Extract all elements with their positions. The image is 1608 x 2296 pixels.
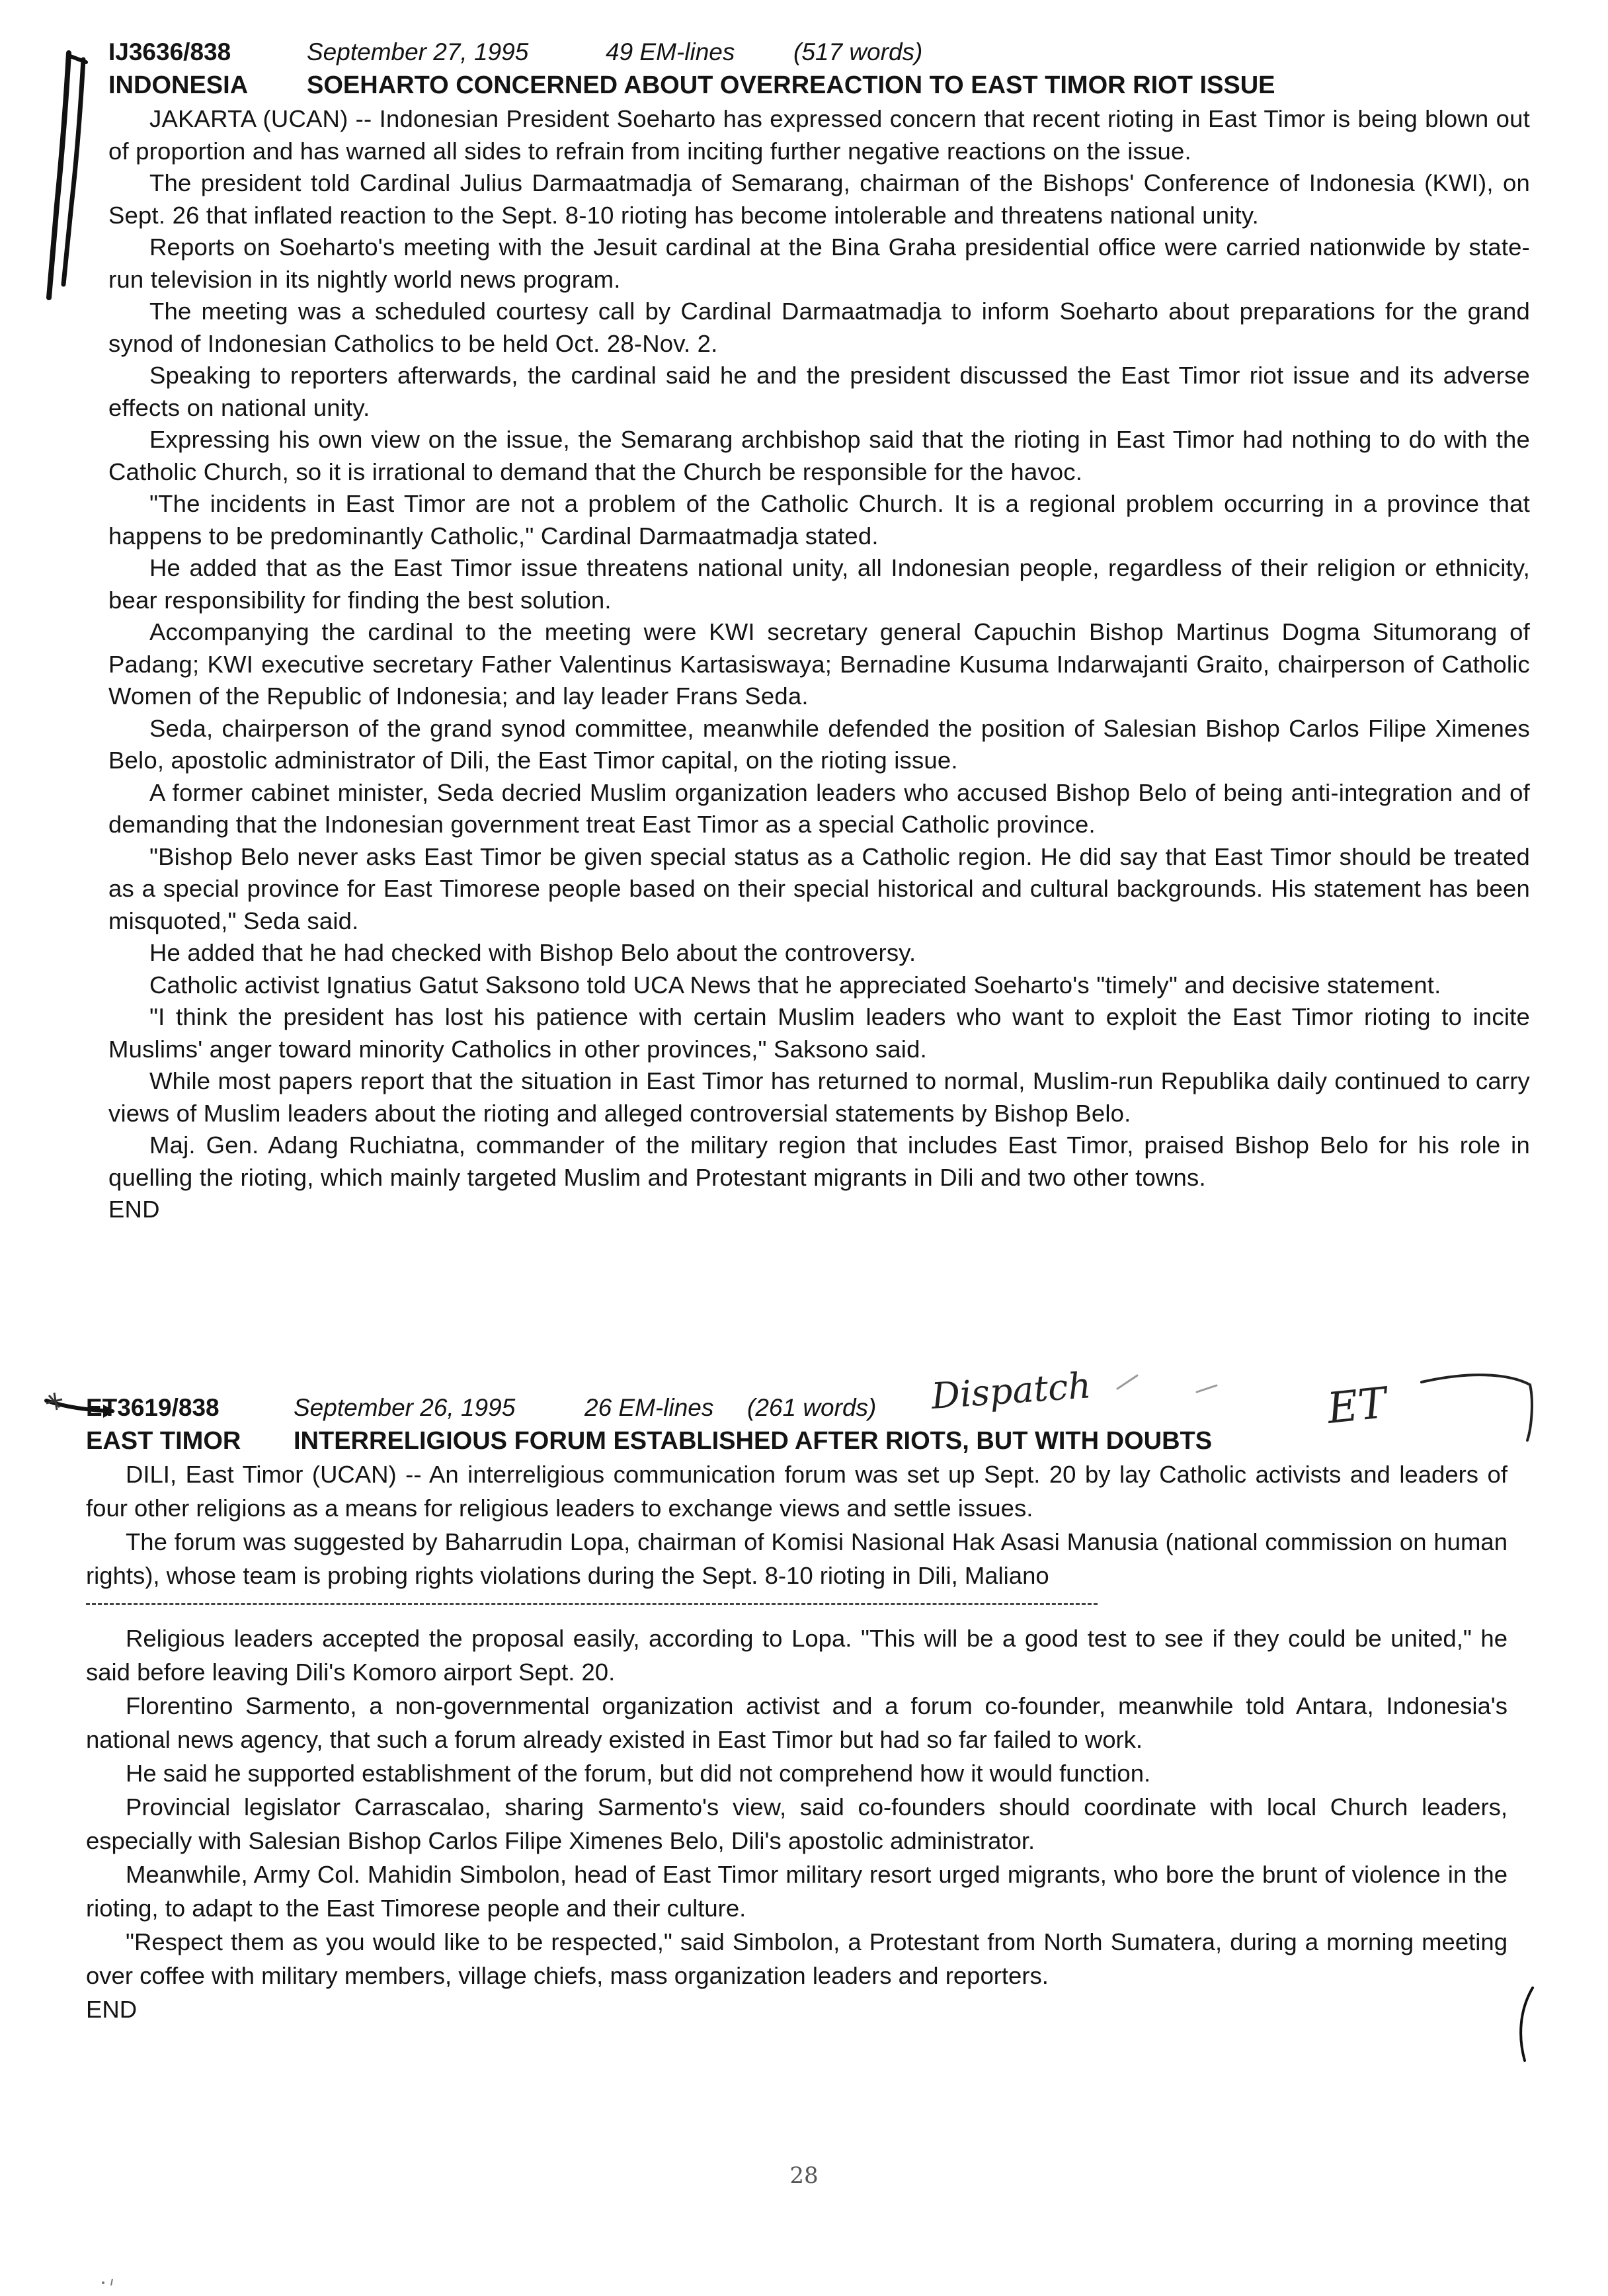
handwritten-paren-mark (1513, 1984, 1539, 2063)
story-end-marker: END (86, 1996, 138, 2023)
story-em-lines: 26 EM-lines (584, 1394, 714, 1421)
paragraph: Seda, chairperson of the grand synod committee, meanwhile defended the position of Salesian Bishop Carlos Filipe Ximenes Belo, apostolic administrator of Dili, the East Timor capital, on the rioting issue. (108, 714, 1530, 774)
story-region: EAST TIMOR (86, 1427, 241, 1455)
story-body (108, 103, 1530, 1226)
story-word-count: (261 words) (747, 1394, 877, 1421)
story-headline-row (108, 69, 1530, 102)
handwritten-dispatch-text: Dispatch (930, 1364, 1093, 1417)
paragraph: He said he supported establishment of the forum, but did not comprehend how it would function. (126, 1760, 1151, 1787)
paragraph: "Bishop Belo never asks East Timor be given special status as a Catholic region. He did say that East Timor should be treated as a special province for East Timorese people based on their special historical and cultural backgrounds. His statement has been misquoted," Seda said. (108, 842, 1530, 934)
paragraph: Maj. Gen. Adang Ruchiatna, commander of the military region that includes East Timor, praised Bishop Belo for his role in quelling the rioting, which mainly targeted Muslim and Protestant migrants in Dili and two other towns. (108, 1131, 1530, 1191)
story-region: INDONESIA (108, 71, 249, 99)
paragraph: Accompanying the cardinal to the meeting were KWI secretary general Capuchin Bishop Martinus Dogma Situmorang of Padang; KWI executive secretary Father Valentinus Kartasiswaya; Bernadine Kusuma Indarwajanti Graito, chairperson of Catholic Women of the Republic of Indonesia; and lay leader Frans Seda. (108, 618, 1530, 710)
paragraph: Expressing his own view on the issue, the Semarang archbishop said that the rioting in East Timor had nothing to do with the Catholic Church, so it is irrational to demand that the Church be responsible for the havoc. (108, 426, 1530, 485)
paragraph: "I think the president has lost his patience with certain Muslim leaders who want to exploit the East Timor rioting to incite Muslims' anger toward minority Catholics in other provinces," Saksono said. (108, 1003, 1530, 1063)
paragraph: Meanwhile, Army Col. Mahidin Simbolon, head of East Timor military resort urged migrants, who bore the brunt of violence in the rioting, to adapt to the East Timorese people and their culture. (86, 1861, 1508, 1922)
story-body-after-cut (86, 1621, 1508, 2026)
handwritten-margin-mark (42, 46, 108, 304)
paragraph: Florentino Sarmento, a non-governmental organization activist and a forum co-founder, meanwhile told Antara, Indonesia's national news agency, that such a forum already existed in East Timor but had so far failed to work. (86, 1692, 1508, 1753)
story-slug: ET3619/838 (86, 1394, 220, 1421)
story-headline-row (86, 1424, 1508, 1457)
scan-speck (99, 2275, 119, 2288)
story-meta (86, 1391, 1508, 1424)
paragraph: Speaking to reporters afterwards, the cardinal said he and the president discussed the East Timor riot issue and its adverse effects on national unity. (108, 362, 1530, 421)
story-end-marker: END (108, 1196, 160, 1223)
paste-up-cut-line (86, 1603, 1098, 1605)
story-word-count: (517 words) (793, 38, 923, 65)
paragraph: The meeting was a scheduled courtesy call by Cardinal Darmaatmadja to inform Soeharto about preparations for the grand synod of Indonesian Catholics to be held Oct. 28-Nov. 2. (108, 298, 1530, 357)
story-soeharto (108, 36, 1530, 1226)
story-body-before-cut (86, 1457, 1508, 1592)
paragraph: He added that he had checked with Bishop Belo about the controversy. (149, 939, 916, 966)
story-slug: IJ3636/838 (108, 38, 231, 65)
paragraph: He added that as the East Timor issue threatens national unity, all Indonesian people, regardless of their religion or ethnicity, bear responsibility for finding the best solution. (108, 554, 1530, 614)
paragraph: Provincial legislator Carrascalao, sharing Sarmento's view, said co-founders should coordinate with local Church leaders, especially with Salesian Bishop Carlos Filipe Ximenes Belo, Dili's apostolic administrator. (86, 1793, 1508, 1854)
paragraph: Reports on Soeharto's meeting with the Jesuit cardinal at the Bina Graha presidential office were carried nationwide by state-run television in its nightly world news program. (108, 233, 1530, 293)
paragraph: DILI, East Timor (UCAN) -- An interreligious communication forum was set up Sept. 20 by lay Catholic activists and leaders of four other religions as a means for religious leaders to exchange views and settle issues. (86, 1461, 1508, 1522)
paragraph: Catholic activist Ignatius Gatut Saksono told UCA News that he appreciated Soeharto's "timely" and decisive statement. (149, 971, 1441, 999)
story-meta (108, 36, 1530, 69)
handwritten-initials: ET (1324, 1378, 1389, 1434)
story-interreligious-forum (86, 1391, 1508, 2026)
paragraph: "The incidents in East Timor are not a problem of the Catholic Church. It is a regional problem occurring in a province that happens to be predominantly Catholic," Cardinal Darmaatmadja stated. (108, 490, 1530, 550)
paragraph: JAKARTA (UCAN) -- Indonesian President Soeharto has expressed concern that recent rioting in East Timor is being blown out of proportion and has warned all sides to refrain from inciting further negative reactions on the issue. (108, 105, 1530, 165)
paragraph: A former cabinet minister, Seda decried Muslim organization leaders who accused Bishop Belo of being anti-integration and of demanding that the Indonesian government treat East Timor as a special Catholic province. (108, 778, 1530, 838)
story-em-lines: 49 EM-lines (606, 38, 735, 65)
paragraph: "Respect them as you would like to be respected," said Simbolon, a Protestant from North Sumatera, during a morning meeting over coffee with military members, village chiefs, mass organization leaders and reporters. (86, 1928, 1508, 1989)
story-date: September 26, 1995 (294, 1394, 516, 1421)
paragraph: The forum was suggested by Baharrudin Lopa, chairman of Komisi Nasional Hak Asasi Manusia (national commission on human rights), whose team is probing rights violations during the Sept. 8-10 rioting in Dili, Maliano (86, 1528, 1508, 1589)
page-number: 28 (789, 2162, 819, 2189)
paragraph: While most papers report that the situation in East Timor has returned to normal, Muslim-run Republika daily continued to carry views of Muslim leaders about the rioting and alleged controversial statements by Bishop Belo. (108, 1067, 1530, 1127)
story-date: September 27, 1995 (307, 38, 529, 65)
paragraph: Religious leaders accepted the proposal easily, according to Lopa. "This will be a good test to see if they could be united," he said before leaving Dili's Komoro airport Sept. 20. (86, 1625, 1508, 1686)
paragraph: The president told Cardinal Julius Darmaatmadja of Semarang, chairman of the Bishops' Conference of Indonesia (KWI), on Sept. 26 that inflated reaction to the Sept. 8-10 rioting has become intolerable and threatens national unity. (108, 169, 1530, 229)
story-headline: SOEHARTO CONCERNED ABOUT OVERREACTION TO EAST TIMOR RIOT ISSUE (307, 71, 1275, 99)
story-headline: INTERRELIGIOUS FORUM ESTABLISHED AFTER RIOTS, BUT WITH DOUBTS (294, 1427, 1213, 1455)
